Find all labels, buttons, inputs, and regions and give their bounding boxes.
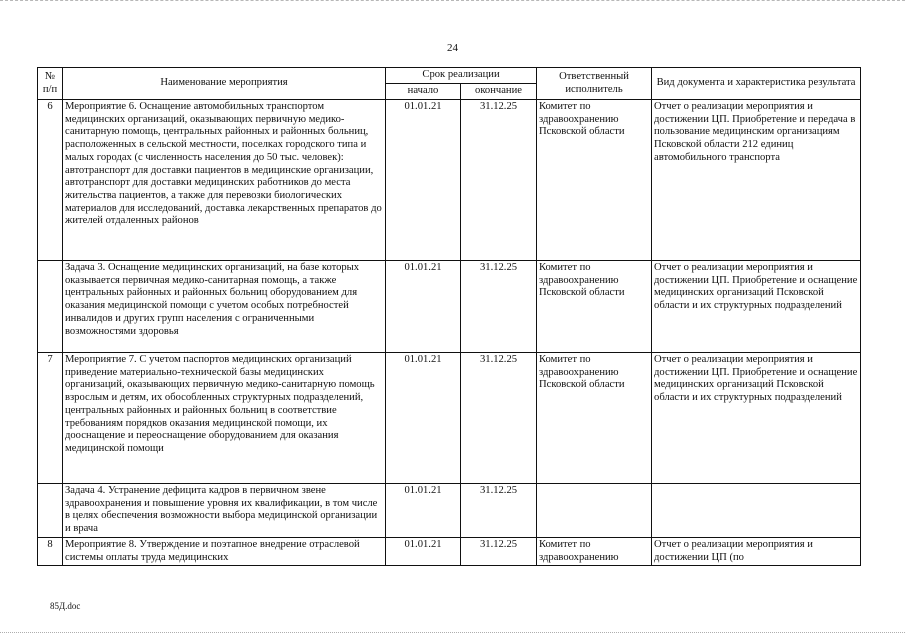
activities-table (37, 67, 861, 566)
row-start: 01.01.21 (386, 261, 461, 353)
header-end: окончание (461, 84, 537, 100)
row-num: 6 (38, 100, 63, 261)
row-name: Задача 3. Оснащение медицинских организаций, на базе которых оказывается первичная медико-санитарная помощь, а также центральных районных и районных больниц оборудованием для оказания медицинской помощи с учетом особых потребностей инвалидов и других групп населения с ограниченными возможностями здоровья (63, 261, 386, 353)
row-responsible: Комитет по здравоохранению (537, 538, 652, 566)
row-responsible (537, 484, 652, 538)
header-num: № п/п (38, 68, 63, 100)
row-num: 7 (38, 353, 63, 484)
row-name: Задача 4. Устранение дефицита кадров в первичном звене здравоохранения и повышение уровня их квалификации, в том числе в целях обеспечения возможности выбора медицинской организации и врача (63, 484, 386, 538)
table-header-row (38, 68, 861, 84)
row-result: Отчет о реализации мероприятия и достижении ЦП (по (652, 538, 861, 566)
row-end: 31.12.25 (461, 538, 537, 566)
row-name: Мероприятие 8. Утверждение и поэтапное внедрение отраслевой системы оплаты труда медицинских (63, 538, 386, 566)
row-result: Отчет о реализации мероприятия и достижении ЦП. Приобретение и оснащение медицинских организаций Псковской области и их структурных подразделений (652, 261, 861, 353)
row-num (38, 261, 63, 353)
row-result (652, 484, 861, 538)
row-responsible: Комитет по здравоохранению Псковской области (537, 261, 652, 353)
row-result: Отчет о реализации мероприятия и достижении ЦП. Приобретение и оснащение медицинских организаций Псковской области и их структурных подразделений (652, 353, 861, 484)
header-period: Срок реализации (386, 68, 537, 84)
scan-top-edge (0, 0, 905, 5)
header-responsible: Ответственный исполнитель (537, 68, 652, 100)
row-end: 31.12.25 (461, 100, 537, 261)
row-end: 31.12.25 (461, 353, 537, 484)
page-number: 24 (447, 42, 458, 54)
row-name: Мероприятие 6. Оснащение автомобильных транспортом медицинских организаций, оказывающих первичную медико-санитарную помощь, центральных районных и районных больниц, расположенных в сельской местности, поселках городского типа и малых городах (с численность населения до 50 тыс. человек): автотранспорт для доставки пациентов в медицинские организации, автотранспорт для доставки медицинских работников до места жительства пациентов, а также для перевозки биологических материалов для исследований, доставка лекарственных препаратов до жителей отдаленных районов (63, 100, 386, 261)
row-end: 31.12.25 (461, 261, 537, 353)
table-row (38, 484, 861, 538)
header-name: Наименование мероприятия (63, 68, 386, 100)
table-row (38, 353, 861, 484)
row-num (38, 484, 63, 538)
table-row (38, 100, 861, 261)
row-num: 8 (38, 538, 63, 566)
scan-bottom-edge (0, 632, 905, 637)
row-start: 01.01.21 (386, 353, 461, 484)
row-name: Мероприятие 7. С учетом паспортов медицинских организаций приведение материально-технической базы медицинских организаций, оказывающих первичную медико-санитарную помощь взрослым и детям, их обособленных структурных подразделений, центральных районных и районных больниц в соответствие требованиям порядков оказания медицинской помощи, их дооснащение и переоснащение оборудованием для оказания медицинской помощи (63, 353, 386, 484)
header-start: начало (386, 84, 461, 100)
row-end: 31.12.25 (461, 484, 537, 538)
table-row (38, 538, 861, 566)
row-responsible: Комитет по здравоохранению Псковской области (537, 100, 652, 261)
header-result: Вид документа и характеристика результата (652, 68, 861, 100)
row-responsible: Комитет по здравоохранению Псковской области (537, 353, 652, 484)
row-start: 01.01.21 (386, 100, 461, 261)
row-start: 01.01.21 (386, 538, 461, 566)
footer-filename: 85Д.doc (50, 601, 81, 611)
table-row (38, 261, 861, 353)
row-start: 01.01.21 (386, 484, 461, 538)
row-result: Отчет о реализации мероприятия и достижении ЦП. Приобретение и передача в пользование медицинским организациям Псковской области 212 единиц автомобильного транспорта (652, 100, 861, 261)
